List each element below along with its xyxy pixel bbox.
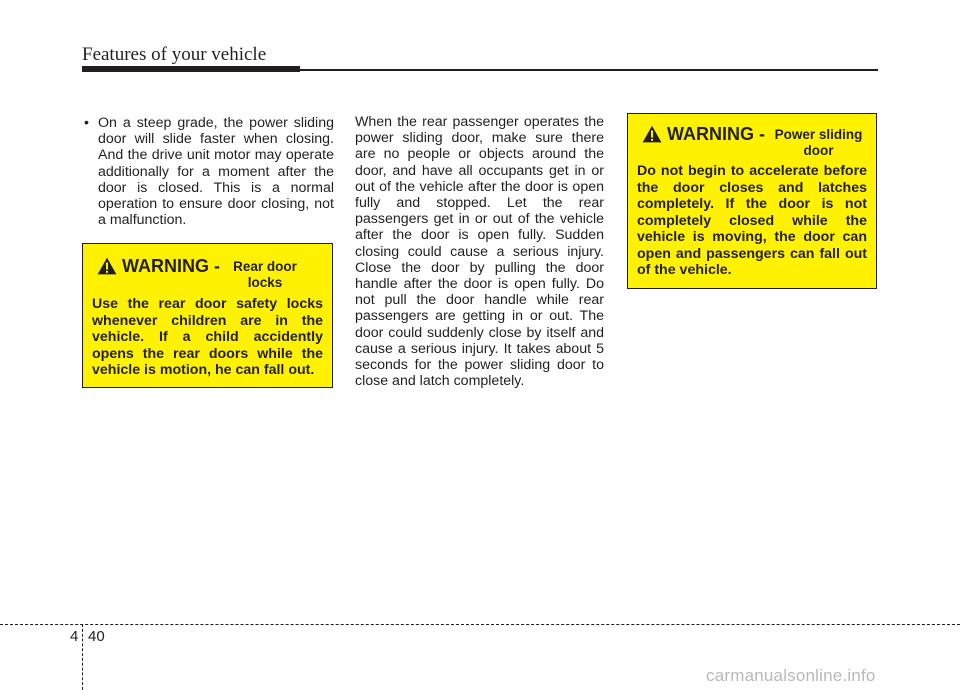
page-number: 40: [88, 628, 105, 645]
warning-box-rear-door-locks: [82, 243, 333, 388]
chapter-number: 4: [70, 628, 79, 645]
header-rule-thin: [300, 69, 878, 71]
header-rule-thick: [82, 66, 300, 72]
footer-vertical-rule: [82, 624, 83, 690]
header-title: Features of your vehicle: [82, 44, 267, 65]
warning-label: WARNING -: [667, 124, 765, 144]
bullet-text: On a steep grade, the power sliding door will slide faster when closing. And the drive unit motor may operate additionally for a moment after the door is closed. This is a normal operation to ensure door closing, not a malfunction.: [98, 115, 334, 229]
warning-triangle-icon: [97, 257, 117, 275]
warning-body: Use the rear door safety locks whenever children are in the vehicle. If a child accidently opens the rear doors while the vehicle is motion, he can fall out.: [92, 296, 323, 378]
warning-subject: Rear door locks: [233, 259, 297, 290]
bullet-mark: •: [84, 115, 89, 131]
warning-body: Do not begin to accelerate before the door closes and latches completely. If the door is not completely closed while the vehicle is moving, the door can open and passengers can fall out of the vehicle.: [637, 163, 867, 278]
left-column: [84, 115, 334, 228]
warning-heading: [637, 124, 867, 159]
footer-dashed-rule: [0, 624, 960, 625]
warning-subject: Power sliding door: [774, 127, 863, 158]
warning-box-power-sliding-door: [627, 113, 877, 289]
bullet-item: [84, 115, 334, 228]
warning-heading: [92, 256, 323, 291]
warning-triangle-icon: [642, 125, 662, 143]
watermark: carmanualsonline.info: [706, 666, 876, 685]
middle-column-text: When the rear passenger operates the power sliding door, make sure there are no people or objects around the door, and have all occupants get in or out of the vehicle after the door is open fully and stopped. Let the rear passengers get in or out of the vehicle after the door is open fully. Sudden closing could cause a serious injury. Close the door by pulling the door handle after the door is open fully. Do not pull the door handle while rear passengers are getting in or out. The door could suddenly close by itself and cause a serious injury. It takes about 5 seconds for the power sliding door to close and latch completely.: [355, 114, 604, 390]
middle-column: [355, 114, 604, 389]
warning-label: WARNING -: [122, 256, 220, 276]
